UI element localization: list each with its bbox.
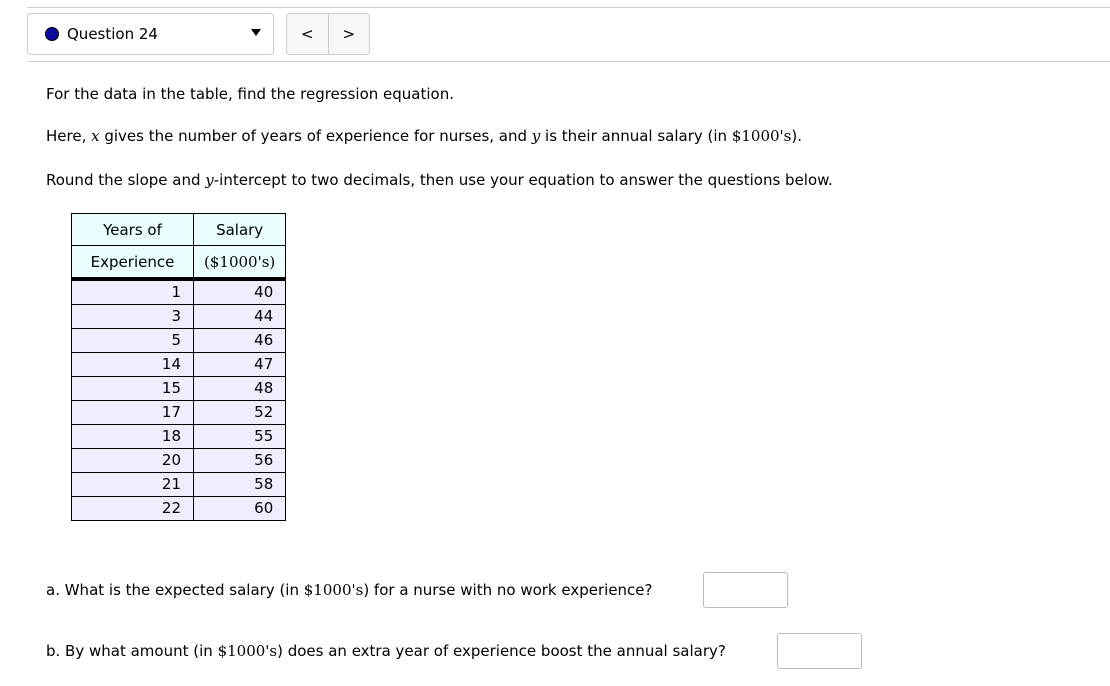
years-cell: 18 xyxy=(72,425,194,449)
salary-cell: 47 xyxy=(194,353,286,377)
table-row xyxy=(72,425,286,449)
table-row xyxy=(72,497,286,521)
years-cell: 1 xyxy=(72,279,194,305)
table-row xyxy=(72,449,286,473)
next-button[interactable]: > xyxy=(342,25,356,43)
question-a xyxy=(46,581,653,599)
years-cell: 17 xyxy=(72,401,194,425)
header-years: Experience xyxy=(72,246,194,280)
years-cell: 15 xyxy=(72,377,194,401)
caret-down-icon xyxy=(251,29,261,36)
salary-cell: 55 xyxy=(194,425,286,449)
text-fragment: a. What is the expected salary (in xyxy=(46,581,304,599)
years-cell: 5 xyxy=(72,329,194,353)
header-salary: ($1000's) xyxy=(194,246,286,280)
table-row xyxy=(72,353,286,377)
question-b xyxy=(46,642,726,660)
answer-a-input[interactable] xyxy=(703,572,788,608)
prev-button[interactable]: < xyxy=(287,14,329,54)
salary-cell: 44 xyxy=(194,305,286,329)
salary-cell: 48 xyxy=(194,377,286,401)
data-table xyxy=(71,213,286,521)
question-nav xyxy=(286,13,370,55)
years-cell: 3 xyxy=(72,305,194,329)
years-cell: 21 xyxy=(72,473,194,497)
text-fragment: y xyxy=(205,171,214,189)
intro-text: For the data in the table, find the regression equation. xyxy=(46,85,454,103)
table-row xyxy=(72,473,286,497)
salary-cell: 56 xyxy=(194,449,286,473)
instructions-text xyxy=(46,171,833,189)
header-years: Years of xyxy=(72,214,194,246)
table-row xyxy=(72,377,286,401)
divider xyxy=(27,61,1110,62)
text-fragment: $1000's xyxy=(731,127,792,145)
salary-cell: 58 xyxy=(194,473,286,497)
question-label: Question 24 xyxy=(67,25,158,43)
variables-text xyxy=(46,127,802,145)
table-row xyxy=(72,401,286,425)
salary-cell: 52 xyxy=(194,401,286,425)
years-cell: 20 xyxy=(72,449,194,473)
text-fragment: -intercept to two decimals, then use your equation to answer the questions below. xyxy=(213,171,833,189)
text-fragment: Here, xyxy=(46,127,92,145)
header-salary: Salary xyxy=(194,214,286,246)
text-fragment: x xyxy=(91,127,100,145)
text-fragment: ) for a nurse with no work experience? xyxy=(363,581,653,599)
table-row xyxy=(72,279,286,305)
text-fragment: is their annual salary (in xyxy=(540,127,732,145)
text-fragment: y xyxy=(531,127,541,145)
answer-b-input[interactable] xyxy=(777,633,862,669)
salary-cell: 60 xyxy=(194,497,286,521)
text-fragment: $1000's xyxy=(303,581,364,599)
text-fragment: Round the slope and xyxy=(46,171,206,189)
salary-cell: 40 xyxy=(194,279,286,305)
question-select[interactable] xyxy=(27,13,274,55)
divider xyxy=(27,7,1110,8)
years-cell: 14 xyxy=(72,353,194,377)
text-fragment: ) does an extra year of experience boost the annual salary? xyxy=(277,642,726,660)
years-cell: 22 xyxy=(72,497,194,521)
text-fragment: b. By what amount (in xyxy=(46,642,218,660)
table-row xyxy=(72,305,286,329)
table-row xyxy=(72,329,286,353)
text-fragment: $1000's xyxy=(217,642,278,660)
status-dot-icon xyxy=(45,27,59,41)
text-fragment: gives the number of years of experience for nurses, and xyxy=(99,127,532,145)
text-fragment: ). xyxy=(791,127,803,145)
salary-cell: 46 xyxy=(194,329,286,353)
